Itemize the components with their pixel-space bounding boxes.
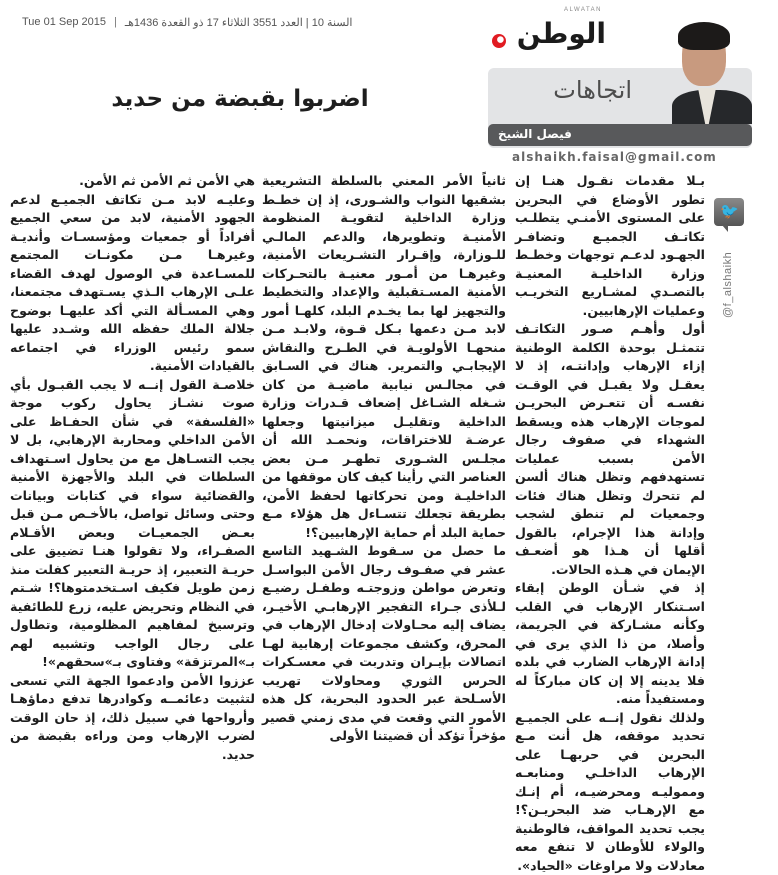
date-arabic: السنة 10 | العدد 3551 الثلاثاء 17 ذو القعدة 1436هـ — [125, 16, 353, 29]
paragraph: ولذلك نقول إنــه على الجميـع تحديد موقفه، هل أنت مـع البحرين في حربهـا على الإرهاب الداخلـي ومنابعـه ومموليـه ومحرضيـه، أم إنـك مع الإرهـاب ضد البحريـن؟! يجب تحديد المواقف، فالوطنية والولاء للأوطان لا تنفع معه معادلات ولا مراوغات «الحياد». — [515, 709, 705, 875]
photo-hair — [678, 22, 730, 50]
paragraph: ما حصل من سـقوط الشـهيد التاسع عشر في صفـوف رجال الأمن البواسـل وتعرض مواطن وزوجتـه وطفـل رضيـع لـلأذى جـراء التفجير الإرهابـي الأخيـر، يضاف إليه محـاولات إدخال الإرهاب في المحرق، وكشف مجموعات إرهابية لهـا اتصالات بإيـران وتدربت في معسـكرات الحرس الثوري ومحاولات تهريب الأسـلحة عبر الحدود البحرية، كل هذه الأمور التي وقعت في مدى زمني قصير مؤخراً تؤكد أن قضيتنا الأولى — [262, 542, 506, 746]
paragraph: ثانياً الأمر المعني بالسلطة التشريعية بشقيها النواب والشـورى، إذ إن خطـط وزارة الداخلية لتقويـة المنظومة الأمنيـة وتطويرها، والدعم المالـي للـوزارة، وإقـرار التشـريعات الأمنية، وغيرهـا من أمـور معنيـة بالتحـركات الأمنية المسـتقبلية والإعداد والتخطيط والتجهيز لها بما يخـدم البلد، كلهـا أمور لابد مـن دعمها بـكل قـوة، ولابـد مـن منحهـا الأولويـة في الطـرح والنقاش الإيجابـي والتمرير. هناك في السـابق في مجالـس نيابية ماضيـة من كان شـغله الشـاغل إضعاف قـدرات وزارة الداخلية وتقليـل ميزانيتها وجعلها عرضـة للاختراقات، ونحمـد الله أن مجلـس الشـورى تطهـر مـن بعض العناصر التي رأينا كيف كان موقفها من الداخليـة ومن تحركاتها لحفظ الأمن، بطريقة تجعلك تتسـاءل هل هؤلاء مـع حماية البلد أم حماية الإرهابيين؟! — [262, 172, 506, 542]
logo-red-dot-icon — [492, 34, 506, 48]
section-name: اتجاهات — [553, 76, 632, 104]
date-english: Tue 01 Sep 2015 — [22, 16, 106, 28]
twitter-bird-icon[interactable] — [714, 198, 744, 226]
article-column-3 — [10, 172, 255, 764]
bird-glyph-icon: 🐦 — [720, 202, 739, 220]
paragraph: عززوا الأمن وادعموا الجهة التي تسعى لتثبيت دعائمــه وكوادرها تدفع دماؤهـا وأرواحها في سبيل ذلك، إذ حان الوقت لضرب الإرهاب ومن وراءه بقبضة من حديد. — [10, 672, 255, 765]
logo-wordmark: الوطن — [517, 16, 606, 52]
date-separator: | — [114, 16, 117, 28]
author-photo — [668, 10, 752, 124]
twitter-handle[interactable]: @f_alshaikh — [722, 252, 734, 318]
paragraph: خلاصـة القول إنــه لا يجب القبـول بأي صوت نشـاز يحاول ركوب موجة «الفلسفة» في شأن الحفـاظ على الأمن الداخلي ومحاربة الإرهابي، بل لا يجب التسـاهل مع من يحاول اسـتهداف السلطات في البلد والأجهزة الأمنية والقضائية سواء في كتابات وبيانات وحتى وسائل تواصل، بالأخـص مـن قبل بعـض الجمعيـات وبعض الأقـلام الصفـراء، ولا تقولوا هنـا تضييق على حريـة التعبير، إذ حريـة التعبير كفلت منذ زمن طويل فكيف اسـتخدمتوها؟! شـتم في النظام وتحريض عليه، زرع للطائفية وترسيخ لمفاهيم المظلومية، وتطاول على رجال الواجب وتشبيه لهم بـ»المرتزقة» وفتاوى بـ»سحقهم»! — [10, 376, 255, 672]
paragraph: أول وأهـم صـور التكاتـف تتمثـل بوحدة الكلمة الوطنية إزاء الإرهاب وإدانتـه، إذ لا يعقـل ولا يقبـل في الوقـت نفسـه أن تتعـرض البحريـن لموجات الإرهاب هذه ويسقط الشهداء في صفوف رجال الأمن بسبب عمليات تستهدفهم وتظل هناك ألسن لم تتحرك وتظل هناك فئات وجمعيات لم تنطق لشجب وإدانة هذا الإجرام، بالقول أقلها أن هـذا هو أضعـف الإيمان في هـذه الحالات. — [515, 320, 705, 579]
logo-tagline: ALWATAN — [564, 6, 602, 14]
paragraph: هي الأمن ثم الأمن ثم الأمن. — [10, 172, 255, 191]
paragraph: بـلا مقدمات نقـول هنـا إن تطور الأوضاع في البحرين على المستوى الأمنـي يتطلـب تكاتـف الجميـع وتضافـر الجهـود لدعـم توجهات وخطـط وزارة الداخليـة المعنيـة بالتصـدي لمشـاريع التخريـب وعمليات الإرهابيين. — [515, 172, 705, 320]
alwatan-logo[interactable] — [488, 6, 606, 56]
dateline — [22, 14, 482, 30]
paragraph: وعليـه لابد مـن تكاتف الجميـع لدعم الجهود الأمنية، لابد من سعي الجميع أفراداً أو جمعيات ومؤسسـات وأنديـة وغيرهـا مـن مكونـات المجتمع للمسـاعدة في الوصول لهدف القضاء علـى الإرهاب الـذي يسـتهدف مجتمعنا، وهي المسـألة التي أكد عليهـا بوضوح جلالة الملك حفظه الله وشـدد عليها سمو رئيس الوزراء في اجتماعه بالقيادات الأمنية. — [10, 191, 255, 376]
article-column-2 — [262, 172, 506, 746]
article-column-1 — [515, 172, 705, 875]
article-title: اضربوا بقبضة من حديد — [0, 86, 480, 112]
author-name: فيصل الشيخ — [498, 127, 572, 141]
paragraph: إذ في شـأن الوطن إبقاء اسـتنكار الإرهاب في القلب وكأنه مشـاركة في الجريمة، وأصلا، من ذا الذي يرى في إدانة الإرهاب الضارب في بلده فلا يدينه إلا إن كان مباركاً له ومستفيداً منه. — [515, 579, 705, 709]
author-bar — [488, 124, 752, 146]
author-email[interactable]: alshaikh.faisal@gmail.com — [512, 150, 717, 164]
